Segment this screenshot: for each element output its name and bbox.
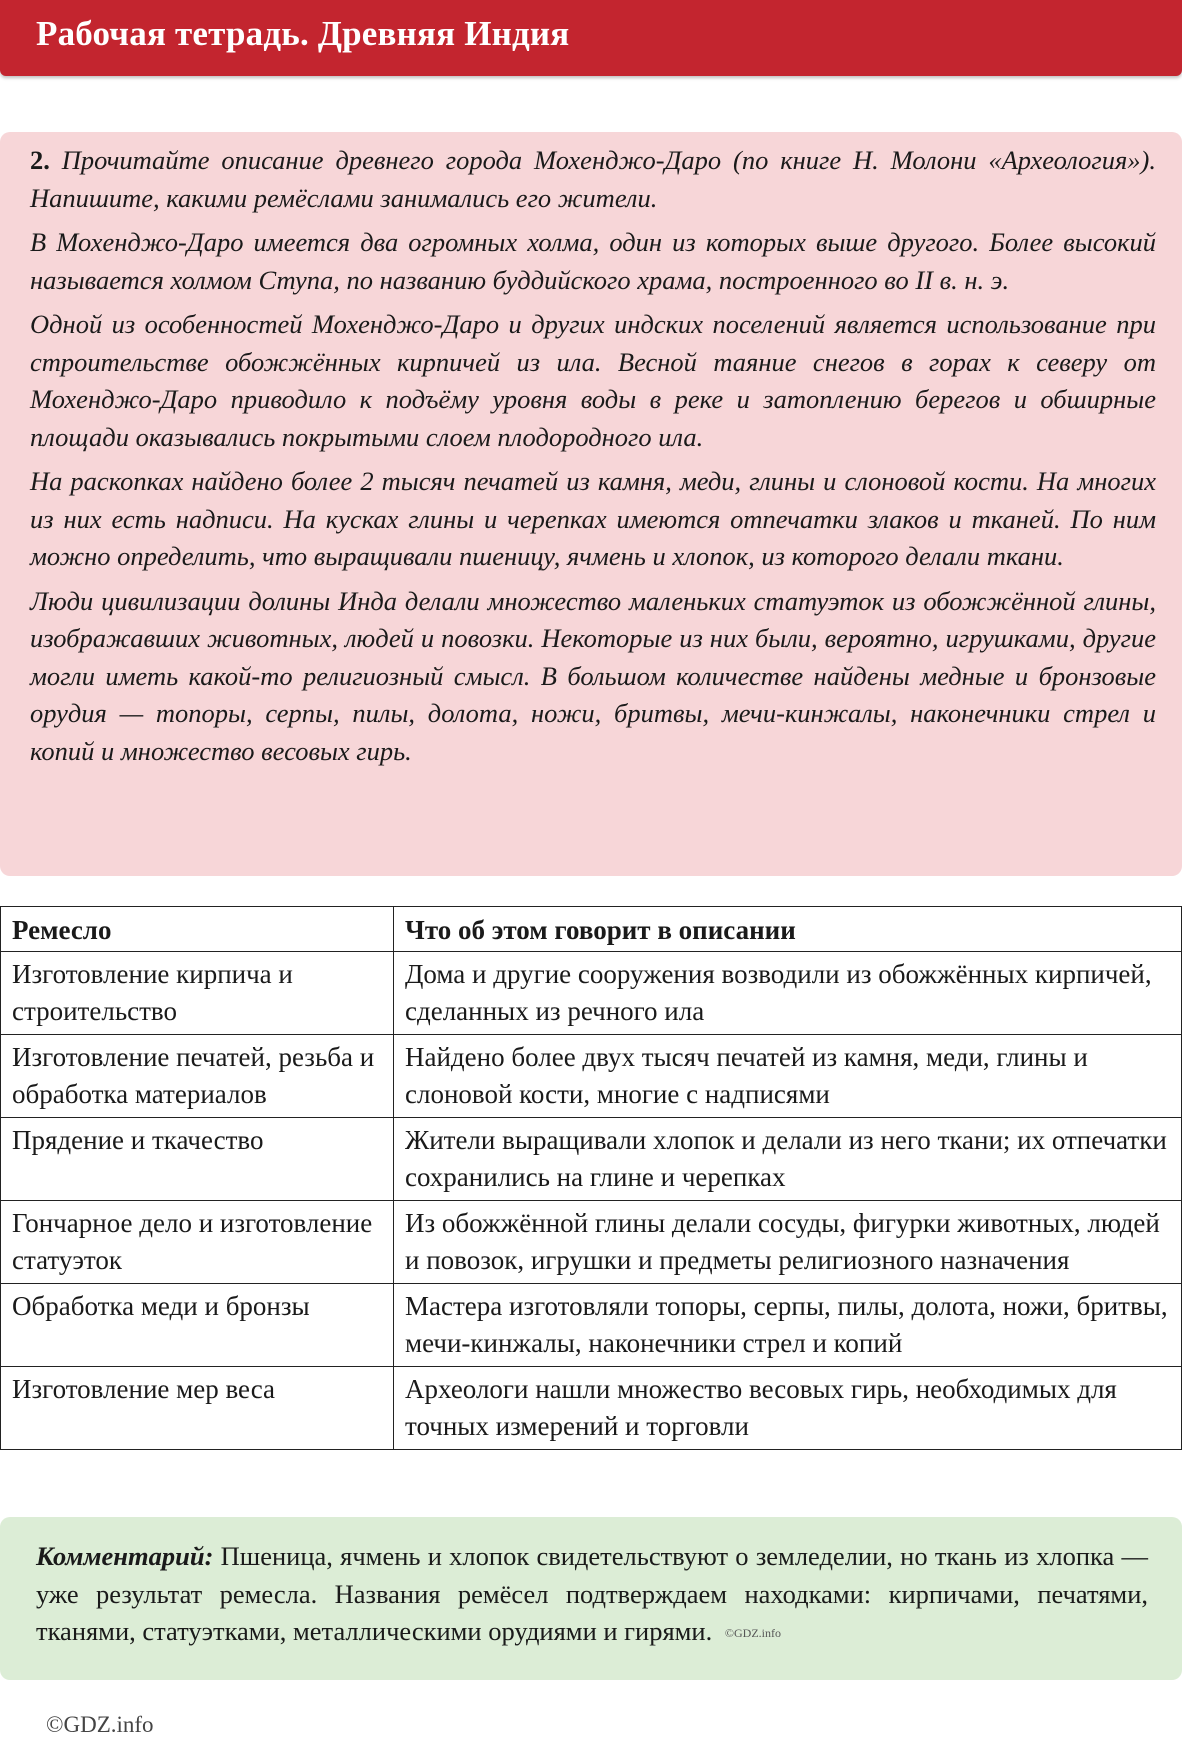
task-paragraph: В Мохенджо-Даро имеется два огромных холма, один из которых выше другого. Более высокий называется холмом Ступа, по названию буддийского храма, построенного во II в. н. э. xyxy=(30,227,1156,295)
table-header-row xyxy=(1,907,1182,952)
table-row xyxy=(1,1284,1182,1367)
task-text xyxy=(30,142,1156,777)
comment-watermark: ©GDZ.info xyxy=(724,1626,781,1641)
task-paragraph: На раскопках найдено более 2 тысяч печатей из камня, меди, глины и слоновой кости. На многих из них есть надписи. На кусках глины и черепках имеются отпечатки злаков и тканей. По ним можно определить, что выращивали пшеницу, ячмень и хлопок, из которого делали ткани. xyxy=(30,466,1156,571)
table-row xyxy=(1,1367,1182,1450)
evidence-cell: Найдено более двух тысяч печатей из камня, меди, глины и слоновой кости, многие с надписями xyxy=(394,1035,1182,1118)
comment-body: Пшеница, ячмень и хлопок свидетельствуют о земледелии, но ткань из хлопка — уже результат ремесла. Названия ремёсел подтверждаем находками: кирпичами, печатями, тканями, статуэтками, металлическими орудиями и гирями. xyxy=(36,1541,1149,1646)
comment xyxy=(36,1538,1148,1653)
column-header-craft: Ремесло xyxy=(1,907,394,952)
task-question-text: Прочитайте описание древнего города Мохенджо-Даро (по книге Н. Молони «Археология»). Напишите, какими ремёслами занимались его жители. xyxy=(30,145,1156,213)
craft-cell: Изготовление печатей, резьба и обработка материалов xyxy=(1,1035,394,1118)
evidence-cell: Археологи нашли множество весовых гирь, необходимых для точных измерений и торговли xyxy=(394,1367,1182,1450)
page-title: Рабочая тетрадь. Древняя Индия xyxy=(36,14,570,53)
craft-cell: Изготовление мер веса xyxy=(1,1367,394,1450)
task-number: 2. xyxy=(30,145,50,175)
craft-cell: Прядение и ткачество xyxy=(1,1118,394,1201)
craft-cell: Обработка меди и бронзы xyxy=(1,1284,394,1367)
evidence-cell: Дома и другие сооружения возводили из обожжённых кирпичей, сделанных из речного ила xyxy=(394,952,1182,1035)
table-row xyxy=(1,1035,1182,1118)
table-row xyxy=(1,1118,1182,1201)
evidence-cell: Из обожжённой глины делали сосуды, фигурки животных, людей и повозок, игрушки и предметы религиозного назначения xyxy=(394,1201,1182,1284)
footer-copyright: ©GDZ.info xyxy=(46,1712,154,1737)
evidence-cell: Жители выращивали хлопок и делали из него ткани; их отпечатки сохранились на глине и черепках xyxy=(394,1118,1182,1201)
column-header-evidence: Что об этом говорит в описании xyxy=(394,907,1182,952)
craft-cell: Гончарное дело и изготовление статуэток xyxy=(1,1201,394,1284)
table-row xyxy=(1,1201,1182,1284)
craft-cell: Изготовление кирпича и строительство xyxy=(1,952,394,1035)
page-header xyxy=(0,0,1182,76)
task-paragraph: Одной из особенностей Мохенджо-Даро и других индских поселений является использование при строительстве обожжённых кирпичей из ила. Весной таяние снегов в горах к северу от Мохенджо-Даро приводило к подъёму уровня воды в реке и затоплению берегов и обширные площади оказывались покрытыми слоем плодородного ила. xyxy=(30,309,1156,452)
crafts-table xyxy=(0,906,1182,1450)
task-question xyxy=(30,142,1156,217)
table-row xyxy=(1,952,1182,1035)
task-paragraph: Люди цивилизации долины Инда делали множество маленьких статуэток из обожжённой глины, изображавших животных, людей и повозки. Некоторые из них были, вероятно, игрушками, другие могли иметь какой-то религиозный смысл. В большом количестве найдены медные и бронзовые орудия — топоры, серпы, пилы, долота, ножи, бритвы, мечи-кинжалы, наконечники стрел и копий и множество весовых гирь. xyxy=(30,585,1156,766)
comment-label: Комментарий: xyxy=(36,1541,214,1571)
evidence-cell: Мастера изготовляли топоры, серпы, пилы, долота, ножи, бритвы, мечи-кинжалы, наконечники стрел и копий xyxy=(394,1284,1182,1367)
